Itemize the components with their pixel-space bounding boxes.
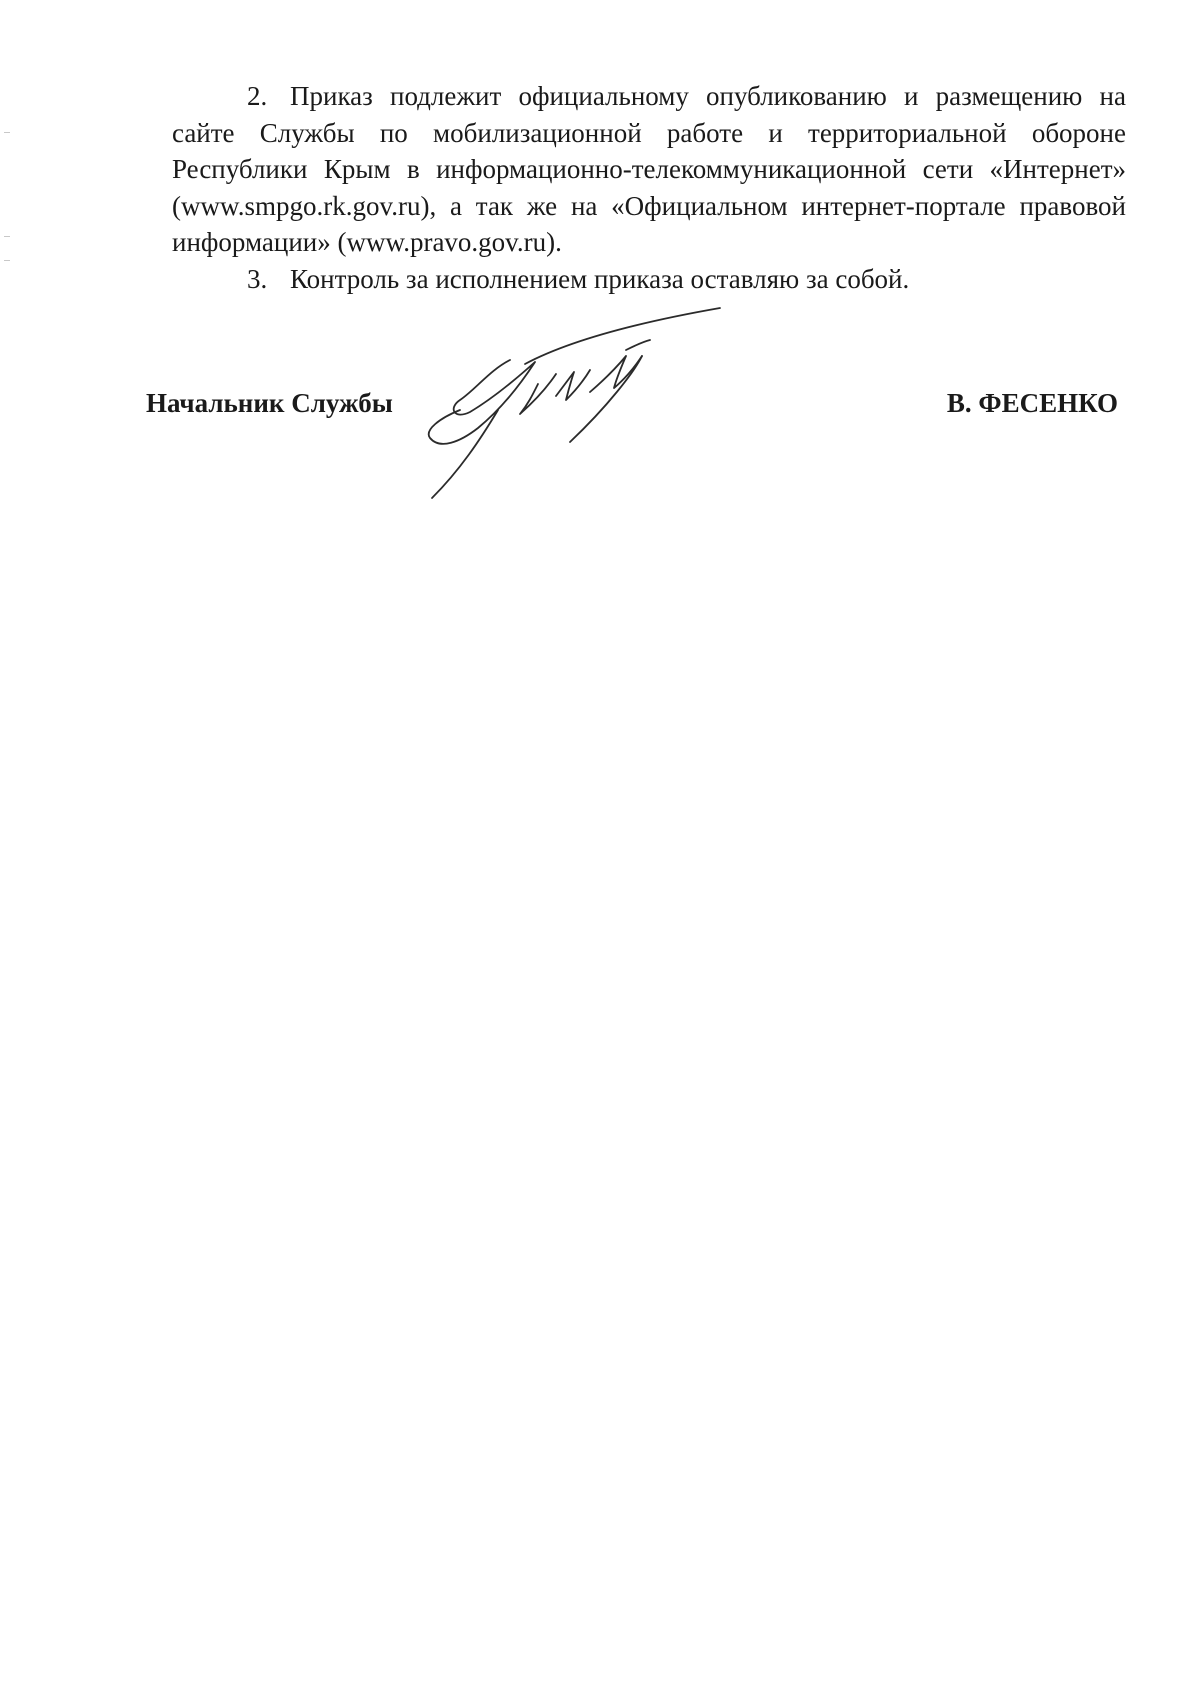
paragraph-number: 2. bbox=[247, 81, 268, 111]
paragraph-3 bbox=[172, 261, 1126, 298]
paragraph-number: 3. bbox=[247, 263, 268, 294]
signatory-name: В. ФЕСЕНКО bbox=[946, 388, 1118, 418]
paragraph-text: Приказ подлежит официальному опубликованию и размещению на сайте Службы по мобилизационной работе и территориальной обороне Республики Крым в информационно-телекоммуникационной сети «Интернет» (www.smpgo.rk.gov.ru), а так же на «Официальном интернет-портале правовой информации» (www.pravo.gov.ru). bbox=[172, 81, 1126, 257]
handwritten-signature-icon bbox=[420, 300, 740, 500]
scan-margin-marks bbox=[4, 120, 16, 290]
position-title: Начальник Службы bbox=[146, 388, 393, 418]
paragraph-2 bbox=[172, 78, 1126, 261]
paragraph-text: Контроль за исполнением приказа оставляю за собой. bbox=[290, 263, 910, 294]
document-body bbox=[172, 78, 1126, 297]
